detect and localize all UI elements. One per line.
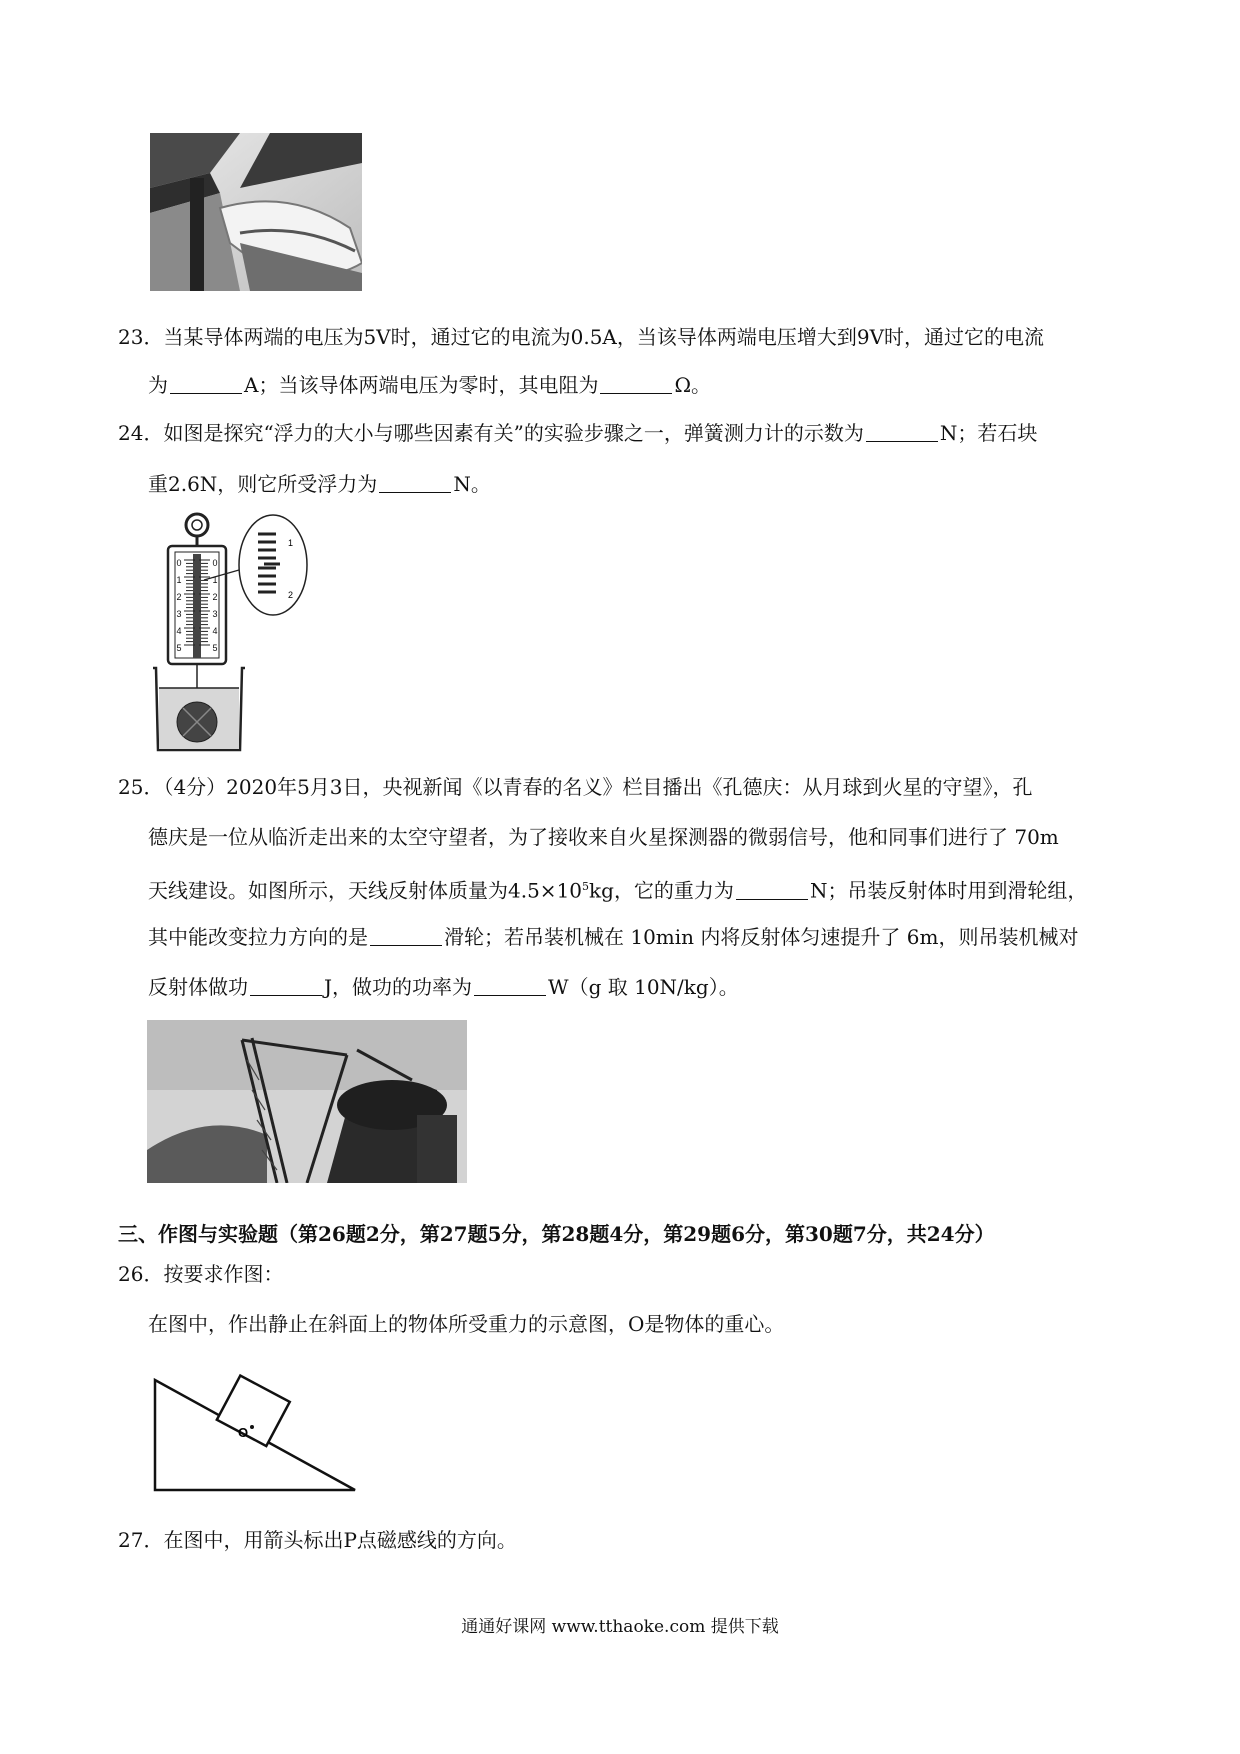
- antenna-crane-photo: [147, 1020, 467, 1183]
- q25-line-3: [148, 875, 1087, 903]
- q25-text-h: W（g 取 10N/kg）。: [548, 975, 739, 999]
- q25-text-f: 反射体做功: [148, 975, 248, 999]
- answer-blank-q25-gravity[interactable]: [736, 881, 808, 900]
- q25-line-1: 25．（4分）2020年5月3日，央视新闻《以青春的名义》栏目播出《孔德庆：从月球到火星的守望》，孔: [118, 775, 1033, 799]
- center-of-gravity-label: O: [238, 1425, 249, 1440]
- q24-line-2: [148, 472, 491, 496]
- answer-blank-q23-resistance[interactable]: [600, 375, 672, 394]
- q24-text-d: N。: [453, 472, 491, 496]
- scale-left-0: 0: [176, 558, 182, 568]
- zoom-label-2: 2: [288, 590, 294, 600]
- scale-right-4: 4: [212, 626, 218, 636]
- q23-text-b: A；当该导体两端电压为零时，其电阻为: [244, 373, 599, 397]
- q25-text-d: 其中能改变拉力方向的是: [148, 925, 368, 949]
- scale-left-5: 5: [176, 643, 182, 653]
- scale-right-5: 5: [212, 643, 218, 653]
- q23-text-c: Ω。: [674, 373, 712, 397]
- spring-scale-figure: [148, 510, 328, 760]
- q24-text-c: 重2.6N，则它所受浮力为: [148, 472, 378, 496]
- q26-line-2: 在图中，作出静止在斜面上的物体所受重力的示意图，O是物体的重心。: [148, 1312, 785, 1336]
- q23-line-1: 23．当某导体两端的电压为5V时，通过它的电流为0.5A，当该导体两端电压增大到9V时，通过它的电流: [118, 325, 1045, 349]
- center-of-gravity-point: [250, 1425, 254, 1429]
- section-3-title: 三、作图与实验题（第26题2分，第27题5分，第28题4分，第29题6分，第30题7分，共24分）: [118, 1222, 995, 1246]
- q25-line-5: [148, 975, 739, 999]
- scale-left-4: 4: [176, 626, 182, 636]
- q24-line-1: [118, 421, 1037, 445]
- scale-left-3: 3: [176, 609, 182, 619]
- q27-line-1: 27．在图中，用箭头标出P点磁感线的方向。: [118, 1528, 517, 1552]
- q25-line-4: [148, 925, 1078, 949]
- scale-right-1: 1: [212, 575, 218, 585]
- answer-blank-q25-work[interactable]: [250, 977, 322, 996]
- scale-left-numbers: [172, 555, 186, 657]
- q25-text-c: N；吊装反射体时用到滑轮组，: [809, 878, 1088, 903]
- q25-line-2: 德庆是一位从临沂走出来的太空守望者，为了接收来自火星探测器的微弱信号，他和同事们进行了 70m: [148, 825, 1059, 849]
- q25-text-g: J，做功的功率为: [324, 975, 473, 999]
- train-photo: [150, 133, 362, 291]
- page-footer: 通通好课网 www.tthaoke.com 提供下载: [461, 1617, 779, 1637]
- scale-right-0: 0: [212, 558, 218, 568]
- q24-text-a: 24．如图是探究“浮力的大小与哪些因素有关”的实验步骤之一，弹簧测力计的示数为: [118, 421, 864, 445]
- incline-block-figure: [150, 1365, 360, 1495]
- answer-blank-q25-pulley[interactable]: [370, 927, 442, 946]
- q23-line-2: [148, 373, 711, 397]
- q26-line-1: 26．按要求作图：: [118, 1262, 284, 1286]
- scale-left-1: 1: [176, 575, 182, 585]
- q25-text-a: 天线建设。如图所示，天线反射体质量为4.5×10: [148, 878, 583, 903]
- q25-text-b: kg，它的重力为: [589, 878, 734, 903]
- answer-blank-q24-buoyancy[interactable]: [379, 474, 451, 493]
- zoom-label-1: 1: [288, 538, 294, 548]
- q24-text-b: N；若石块: [939, 421, 1038, 445]
- scale-right-3: 3: [212, 609, 218, 619]
- q25-text-e: 滑轮；若吊装机械在 10min 内将反射体匀速提升了 6m，则吊装机械对: [444, 925, 1079, 949]
- scale-left-2: 2: [176, 592, 182, 602]
- answer-blank-q24-reading[interactable]: [866, 423, 938, 442]
- scale-right-numbers: [208, 555, 222, 657]
- answer-blank-q23-current[interactable]: [170, 375, 242, 394]
- q23-text-a: 为: [148, 373, 168, 397]
- answer-blank-q25-power[interactable]: [474, 977, 546, 996]
- scale-right-2: 2: [212, 592, 218, 602]
- q25-exponent: 5: [582, 880, 590, 893]
